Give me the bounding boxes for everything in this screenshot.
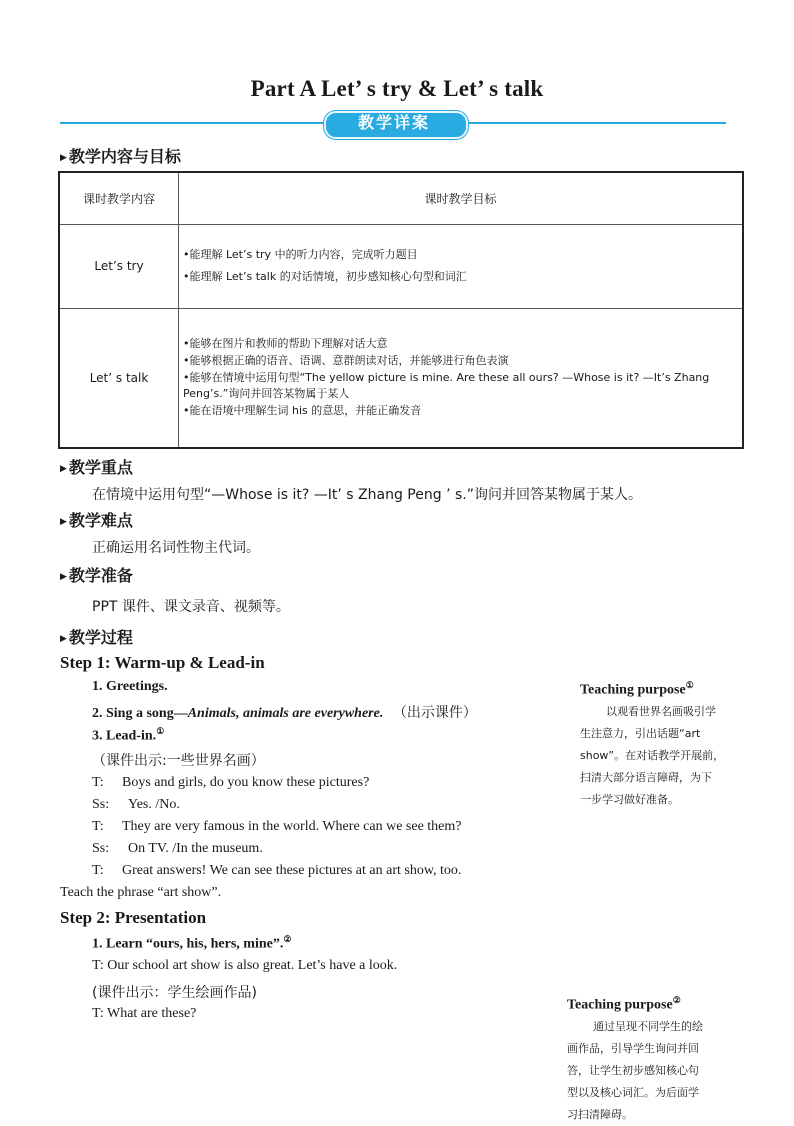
goal-item: •能够在情境中运用句型“The yellow picture is mine. Are these all ours? —Whose is it? —It’s Zhang Peng’s.”询问并回答某物属于某人 [183, 371, 710, 401]
banner-line-right [464, 122, 726, 124]
goal-item: •能理解 Let’s talk 的对话情境，初步感知核心句型和词汇 [183, 270, 467, 283]
row-goals [179, 224, 744, 308]
footnote-marker: ② [283, 934, 292, 944]
section-content-goals: ▶ 教学内容与目标 [60, 147, 181, 166]
dialog-line: T: Great answers! We can see these pictures at an art show, too. [92, 863, 462, 878]
table-header-content: 课时教学内容 [59, 172, 179, 224]
table-header-goals: 课时教学目标 [179, 172, 744, 224]
row-content: Let’ s talk [59, 308, 179, 448]
purpose-title: Teaching purpose [580, 682, 686, 698]
teaching-purpose-1 [580, 680, 750, 811]
step1-leadin-show: （课件出示:一些世界名画） [92, 753, 265, 769]
section-process: ▶ 教学过程 [60, 628, 133, 647]
table-row [59, 308, 743, 448]
preparation-text: PPT 课件、课文录音、视频等。 [92, 599, 290, 615]
triangle-bullet-icon: ▶ [60, 517, 67, 527]
dialog-line: T: Boys and girls, do you know these pictures? [92, 775, 370, 790]
banner-label: 教学详案 [357, 113, 430, 132]
page-title: Part A Let’ s try & Let’ s talk [250, 76, 544, 101]
row-goals [179, 308, 744, 448]
goal-item: •能理解 Let’s try 中的听力内容，完成听力题目 [183, 248, 418, 261]
step2-learn: 1. Learn “ours, his, hers, mine”.② [92, 934, 292, 952]
triangle-bullet-icon: ▶ [60, 572, 67, 582]
dialog-line: Ss: Yes. /No. [92, 797, 180, 812]
goal-item: •能够在图片和教师的帮助下理解对话大意 [183, 337, 388, 351]
footnote-marker: ① [685, 680, 694, 690]
difficulties-text: 正确运用名词性物主代词。 [92, 540, 260, 556]
step2-heading: Step 2: Presentation [60, 908, 207, 927]
banner-line-left [60, 122, 324, 124]
step2-line: T: Our school art show is also great. Let’s have a look. [92, 958, 398, 973]
step1-song: 2. Sing a song—Animals, animals are everywhere. （出示课件） [92, 705, 477, 721]
step2-line: T: What are these? [92, 1006, 197, 1021]
section-key-points: ▶ 教学重点 [60, 458, 133, 477]
goal-item: •能在语境中理解生词 his 的意思，并能正确发音 [183, 404, 422, 418]
step2-line: (课件出示：学生绘画作品) [92, 985, 257, 1001]
table-row [59, 224, 743, 308]
goal-item: •能够根据正确的语音、语调、意群朗读对话，并能够进行角色表演 [183, 354, 509, 368]
step1-heading: Step 1: Warm-up & Lead-in [60, 653, 265, 672]
footnote-marker: ① [156, 726, 165, 736]
objectives-table [58, 171, 744, 449]
teaching-purpose-2 [567, 995, 743, 1126]
dialog-line: Ss: On TV. /In the museum. [92, 841, 263, 856]
triangle-bullet-icon: ▶ [60, 153, 67, 163]
step1-leadin: 3. Lead-in.① [92, 726, 165, 744]
row-content: Let’s try [59, 224, 179, 308]
table-header-row [59, 172, 743, 224]
purpose-body: 通过呈现不同学生的绘 画作品，引导学生询问并回 答，让学生初步感知核心句 型以及核心词汇。为后面学 习扫清障碍。 [567, 1019, 703, 1121]
purpose-title: Teaching purpose [567, 997, 673, 1013]
key-points-text: 在情境中运用句型“—Whose is it? —It’ s Zhang Peng ’ s.”询问并回答某物属于某人。 [92, 487, 642, 503]
footnote-marker: ② [672, 995, 681, 1005]
section-preparation: ▶ 教学准备 [60, 566, 133, 585]
triangle-bullet-icon: ▶ [60, 464, 67, 474]
triangle-bullet-icon: ▶ [60, 634, 67, 644]
purpose-body: 以观看世界名画吸引学 生注意力，引出话题“art show”。在对话教学开展前， 扫清大部分语言障碍，为下 一步学习做好准备。 [580, 704, 725, 806]
section-difficulties: ▶ 教学难点 [60, 511, 133, 530]
step1-greetings: 1. Greetings. [92, 679, 168, 694]
teach-phrase: Teach the phrase “art show”. [60, 885, 222, 900]
dialog-line: T: They are very famous in the world. Where can we see them? [92, 819, 462, 834]
